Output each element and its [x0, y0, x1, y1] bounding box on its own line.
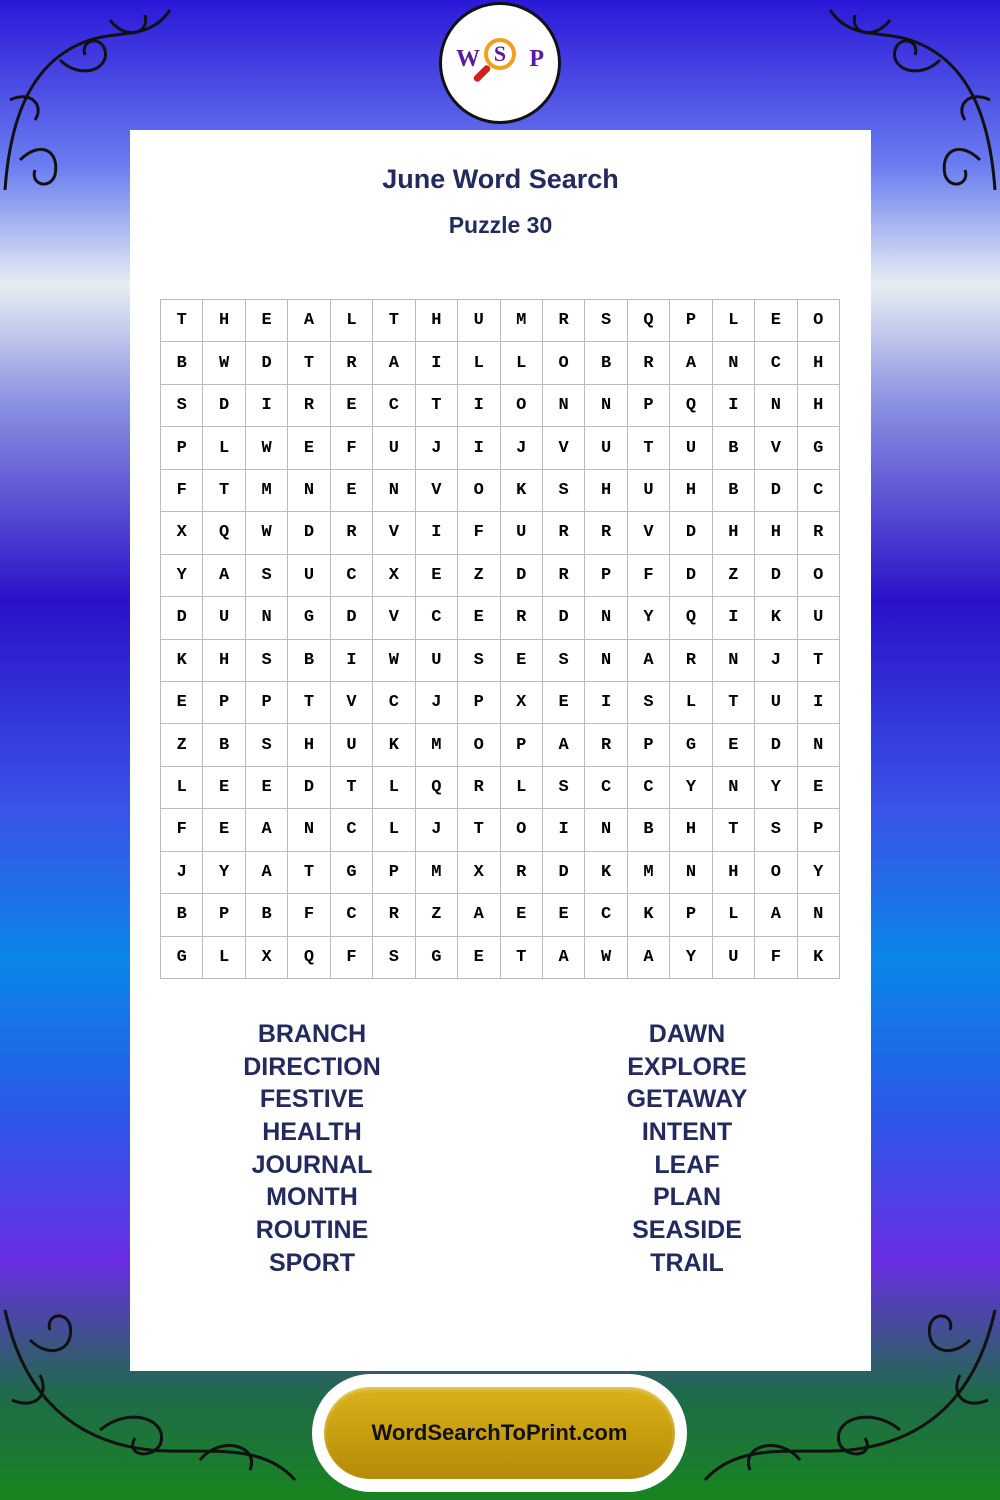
grid-cell[interactable]: P	[161, 427, 203, 469]
grid-cell[interactable]: I	[458, 385, 500, 427]
grid-cell[interactable]: T	[501, 937, 543, 979]
grid-cell[interactable]: E	[713, 724, 755, 766]
word-item: EXPLORE	[627, 1052, 747, 1081]
logo-letter-p: P	[529, 46, 544, 72]
grid-cell[interactable]: J	[161, 852, 203, 894]
grid-cell[interactable]: E	[246, 300, 288, 342]
grid-cell[interactable]: D	[755, 724, 797, 766]
grid-cell[interactable]: E	[501, 894, 543, 936]
grid-cell[interactable]: S	[161, 385, 203, 427]
grid-cell[interactable]: L	[670, 682, 712, 724]
word-item: GETAWAY	[626, 1085, 748, 1114]
grid-cell[interactable]: N	[288, 809, 330, 851]
grid-cell[interactable]: R	[458, 767, 500, 809]
grid-cell[interactable]: D	[501, 555, 543, 597]
grid-cell[interactable]: T	[331, 767, 373, 809]
site-logo[interactable]	[439, 2, 561, 124]
grid-cell[interactable]: Z	[416, 894, 458, 936]
grid-cell[interactable]: A	[670, 342, 712, 384]
word-item: INTENT	[641, 1118, 733, 1147]
grid-cell[interactable]: Q	[416, 767, 458, 809]
grid-cell[interactable]: I	[798, 682, 840, 724]
grid-cell[interactable]: U	[713, 937, 755, 979]
grid-cell[interactable]: X	[246, 937, 288, 979]
grid-cell[interactable]: L	[713, 894, 755, 936]
grid-cell[interactable]: K	[798, 937, 840, 979]
grid-cell[interactable]: Q	[670, 597, 712, 639]
grid-cell[interactable]: E	[755, 300, 797, 342]
grid-cell[interactable]: U	[670, 427, 712, 469]
grid-cell[interactable]: H	[670, 809, 712, 851]
grid-cell[interactable]: N	[585, 385, 627, 427]
letter-grid	[160, 299, 840, 979]
grid-cell[interactable]: P	[246, 682, 288, 724]
grid-cell[interactable]: K	[161, 640, 203, 682]
grid-cell[interactable]: U	[373, 427, 415, 469]
grid-cell[interactable]: H	[798, 342, 840, 384]
grid-cell[interactable]: S	[628, 682, 670, 724]
grid-cell[interactable]: H	[203, 300, 245, 342]
grid-cell[interactable]: B	[246, 894, 288, 936]
grid-cell[interactable]: P	[373, 852, 415, 894]
puzzle-title: June Word Search	[382, 164, 619, 194]
grid-cell[interactable]: S	[755, 809, 797, 851]
grid-cell[interactable]: P	[501, 724, 543, 766]
grid-cell[interactable]: R	[798, 512, 840, 554]
grid-cell[interactable]: C	[585, 894, 627, 936]
grid-cell[interactable]: S	[458, 640, 500, 682]
grid-cell[interactable]: U	[798, 597, 840, 639]
grid-cell[interactable]: Z	[713, 555, 755, 597]
grid-cell[interactable]: W	[585, 937, 627, 979]
grid-cell[interactable]: K	[373, 724, 415, 766]
grid-cell[interactable]: S	[543, 470, 585, 512]
grid-cell[interactable]: F	[628, 555, 670, 597]
grid-cell[interactable]: B	[585, 342, 627, 384]
grid-cell[interactable]: R	[543, 555, 585, 597]
grid-cell[interactable]: L	[501, 767, 543, 809]
grid-cell[interactable]: E	[798, 767, 840, 809]
grid-cell[interactable]: U	[755, 682, 797, 724]
grid-cell[interactable]: N	[585, 597, 627, 639]
grid-cell[interactable]: B	[713, 470, 755, 512]
grid-cell[interactable]: X	[501, 682, 543, 724]
grid-cell[interactable]: N	[585, 809, 627, 851]
grid-cell[interactable]: Y	[161, 555, 203, 597]
grid-cell[interactable]: F	[458, 512, 500, 554]
grid-cell[interactable]: T	[798, 640, 840, 682]
grid-cell[interactable]: O	[501, 809, 543, 851]
grid-cell[interactable]: G	[416, 937, 458, 979]
grid-cell[interactable]: D	[755, 555, 797, 597]
grid-cell[interactable]: A	[373, 342, 415, 384]
grid-cell[interactable]: R	[628, 342, 670, 384]
grid-cell[interactable]: D	[288, 767, 330, 809]
grid-cell[interactable]: S	[373, 937, 415, 979]
grid-cell[interactable]: U	[501, 512, 543, 554]
grid-cell[interactable]: Q	[628, 300, 670, 342]
grid-cell[interactable]: F	[331, 937, 373, 979]
grid-cell[interactable]: N	[798, 724, 840, 766]
grid-cell[interactable]: R	[670, 640, 712, 682]
grid-cell[interactable]: S	[543, 640, 585, 682]
grid-cell[interactable]: R	[373, 894, 415, 936]
word-item: HEALTH	[262, 1118, 362, 1147]
grid-cell[interactable]: O	[501, 385, 543, 427]
grid-cell[interactable]: Y	[670, 937, 712, 979]
logo-letter-s: S	[493, 41, 507, 66]
grid-cell[interactable]: S	[585, 300, 627, 342]
grid-cell[interactable]: L	[373, 809, 415, 851]
grid-cell[interactable]: I	[713, 385, 755, 427]
grid-cell[interactable]: B	[161, 894, 203, 936]
grid-cell[interactable]: K	[501, 470, 543, 512]
grid-cell[interactable]: B	[713, 427, 755, 469]
grid-cell[interactable]: L	[203, 937, 245, 979]
grid-cell[interactable]: N	[798, 894, 840, 936]
grid-cell[interactable]: H	[203, 640, 245, 682]
grid-cell[interactable]: B	[161, 342, 203, 384]
grid-cell[interactable]: U	[585, 427, 627, 469]
grid-cell[interactable]: C	[331, 809, 373, 851]
grid-cell[interactable]: X	[458, 852, 500, 894]
grid-cell[interactable]: T	[458, 809, 500, 851]
grid-cell[interactable]: V	[373, 512, 415, 554]
grid-cell[interactable]: D	[288, 512, 330, 554]
grid-cell[interactable]: W	[246, 427, 288, 469]
grid-cell[interactable]: Y	[755, 767, 797, 809]
grid-cell[interactable]: I	[246, 385, 288, 427]
grid-cell[interactable]: O	[458, 724, 500, 766]
grid-cell[interactable]: T	[713, 809, 755, 851]
grid-cell[interactable]: J	[501, 427, 543, 469]
grid-cell[interactable]: R	[331, 512, 373, 554]
grid-cell[interactable]: T	[416, 385, 458, 427]
word-item: FESTIVE	[259, 1085, 365, 1114]
grid-cell[interactable]: G	[670, 724, 712, 766]
grid-cell[interactable]: L	[501, 342, 543, 384]
grid-cell[interactable]: S	[543, 767, 585, 809]
word-item: DIRECTION	[243, 1052, 381, 1081]
grid-cell[interactable]: A	[458, 894, 500, 936]
grid-cell[interactable]: N	[713, 767, 755, 809]
grid-cell[interactable]: R	[501, 852, 543, 894]
word-list-left	[127, 1018, 497, 1280]
grid-cell[interactable]: S	[246, 555, 288, 597]
word-item: LEAF	[654, 1150, 720, 1179]
puzzle-subtitle: Puzzle 30	[448, 212, 553, 238]
grid-cell[interactable]: W	[246, 512, 288, 554]
grid-cell[interactable]: L	[458, 342, 500, 384]
grid-cell[interactable]: S	[246, 724, 288, 766]
grid-cell[interactable]: H	[755, 512, 797, 554]
grid-cell[interactable]: N	[713, 640, 755, 682]
grid-cell[interactable]: N	[246, 597, 288, 639]
grid-cell[interactable]: T	[628, 427, 670, 469]
grid-cell[interactable]: Y	[628, 597, 670, 639]
grid-cell[interactable]: D	[543, 852, 585, 894]
grid-cell[interactable]: W	[373, 640, 415, 682]
grid-cell[interactable]: J	[755, 640, 797, 682]
grid-cell[interactable]: R	[288, 385, 330, 427]
grid-cell[interactable]: W	[203, 342, 245, 384]
grid-cell[interactable]: G	[288, 597, 330, 639]
grid-cell[interactable]: V	[416, 470, 458, 512]
grid-cell[interactable]: H	[713, 852, 755, 894]
grid-cell[interactable]: H	[585, 470, 627, 512]
grid-cell[interactable]: R	[331, 342, 373, 384]
grid-cell[interactable]: E	[458, 937, 500, 979]
grid-cell[interactable]: J	[416, 427, 458, 469]
grid-cell[interactable]: N	[373, 470, 415, 512]
grid-cell[interactable]: P	[203, 894, 245, 936]
grid-cell[interactable]: P	[670, 300, 712, 342]
grid-cell[interactable]: L	[331, 300, 373, 342]
grid-cell[interactable]: V	[755, 427, 797, 469]
grid-cell[interactable]: P	[628, 385, 670, 427]
grid-cell[interactable]: J	[416, 682, 458, 724]
grid-cell[interactable]: C	[798, 470, 840, 512]
word-item: TRAIL	[650, 1248, 724, 1277]
grid-cell[interactable]: N	[670, 852, 712, 894]
grid-cell[interactable]: V	[628, 512, 670, 554]
grid-cell[interactable]: M	[501, 300, 543, 342]
word-item: DAWN	[648, 1020, 726, 1048]
grid-cell[interactable]: I	[543, 809, 585, 851]
grid-cell[interactable]: A	[246, 809, 288, 851]
grid-cell[interactable]: G	[161, 937, 203, 979]
word-item: MONTH	[266, 1183, 358, 1212]
grid-cell[interactable]: T	[161, 300, 203, 342]
grid-cell[interactable]: O	[755, 852, 797, 894]
grid-cell[interactable]: R	[543, 512, 585, 554]
grid-cell[interactable]: C	[628, 767, 670, 809]
logo-letter-w: W	[456, 46, 480, 72]
grid-cell[interactable]: C	[416, 597, 458, 639]
grid-cell[interactable]: B	[628, 809, 670, 851]
grid-cell[interactable]: J	[416, 809, 458, 851]
grid-cell[interactable]: A	[543, 937, 585, 979]
grid-cell[interactable]: P	[458, 682, 500, 724]
grid-cell[interactable]: R	[585, 724, 627, 766]
grid-cell[interactable]: H	[288, 724, 330, 766]
grid-cell[interactable]: C	[373, 385, 415, 427]
grid-cell[interactable]: Q	[288, 937, 330, 979]
grid-cell[interactable]: B	[288, 640, 330, 682]
grid-cell[interactable]: L	[203, 427, 245, 469]
grid-cell[interactable]: I	[713, 597, 755, 639]
site-url-pill	[324, 1387, 675, 1479]
grid-cell[interactable]: Q	[670, 385, 712, 427]
grid-cell[interactable]: X	[161, 512, 203, 554]
grid-cell[interactable]: E	[458, 597, 500, 639]
grid-cell[interactable]: V	[331, 682, 373, 724]
word-list-right	[502, 1018, 872, 1280]
grid-cell[interactable]: E	[543, 894, 585, 936]
grid-cell[interactable]: I	[458, 427, 500, 469]
grid-cell[interactable]: N	[713, 342, 755, 384]
grid-cell[interactable]: U	[288, 555, 330, 597]
grid-cell[interactable]: C	[331, 555, 373, 597]
grid-cell[interactable]: B	[203, 724, 245, 766]
grid-cell[interactable]: P	[798, 809, 840, 851]
word-item: SEASIDE	[632, 1216, 742, 1245]
grid-cell[interactable]: U	[628, 470, 670, 512]
grid-cell[interactable]: P	[585, 555, 627, 597]
grid-cell[interactable]: L	[373, 767, 415, 809]
grid-cell[interactable]: N	[543, 385, 585, 427]
grid-cell[interactable]: E	[203, 767, 245, 809]
grid-cell[interactable]: E	[288, 427, 330, 469]
word-item: BRANCH	[257, 1020, 367, 1048]
grid-cell[interactable]: X	[373, 555, 415, 597]
grid-cell[interactable]: Z	[161, 724, 203, 766]
grid-cell[interactable]: Y	[203, 852, 245, 894]
grid-cell[interactable]: F	[161, 809, 203, 851]
word-item: JOURNAL	[251, 1150, 373, 1179]
grid-cell[interactable]: K	[755, 597, 797, 639]
grid-cell[interactable]: A	[246, 852, 288, 894]
grid-cell[interactable]: M	[628, 852, 670, 894]
grid-cell[interactable]: C	[585, 767, 627, 809]
grid-cell[interactable]: D	[331, 597, 373, 639]
grid-cell[interactable]: T	[288, 682, 330, 724]
grid-cell[interactable]: I	[331, 640, 373, 682]
grid-cell[interactable]: S	[246, 640, 288, 682]
grid-cell[interactable]: A	[543, 724, 585, 766]
grid-cell[interactable]: H	[416, 300, 458, 342]
grid-cell[interactable]: Y	[670, 767, 712, 809]
site-url-text: WordSearchToPrint.com	[371, 1420, 628, 1445]
grid-cell[interactable]: H	[798, 385, 840, 427]
word-item: PLAN	[652, 1183, 722, 1212]
grid-cell[interactable]: U	[416, 640, 458, 682]
grid-cell[interactable]: I	[585, 682, 627, 724]
grid-cell[interactable]: E	[246, 767, 288, 809]
grid-cell[interactable]: T	[288, 852, 330, 894]
grid-cell[interactable]: D	[670, 512, 712, 554]
grid-cell[interactable]: E	[203, 809, 245, 851]
grid-cell[interactable]: A	[628, 937, 670, 979]
grid-cell[interactable]: K	[585, 852, 627, 894]
grid-cell[interactable]: R	[501, 597, 543, 639]
grid-cell[interactable]: I	[416, 342, 458, 384]
grid-cell[interactable]: M	[416, 724, 458, 766]
grid-cell[interactable]: F	[755, 937, 797, 979]
grid-cell[interactable]: Q	[203, 512, 245, 554]
grid-cell[interactable]: H	[713, 512, 755, 554]
grid-cell[interactable]: U	[458, 300, 500, 342]
grid-cell[interactable]: M	[246, 470, 288, 512]
word-item: SPORT	[268, 1248, 356, 1277]
grid-cell[interactable]: T	[288, 342, 330, 384]
grid-cell[interactable]: V	[543, 427, 585, 469]
grid-cell[interactable]: R	[585, 512, 627, 554]
grid-cell[interactable]: A	[288, 300, 330, 342]
grid-cell[interactable]: H	[670, 470, 712, 512]
grid-cell[interactable]: O	[543, 342, 585, 384]
grid-cell[interactable]: C	[331, 894, 373, 936]
grid-cell[interactable]: T	[373, 300, 415, 342]
grid-cell[interactable]: R	[543, 300, 585, 342]
puzzle-sheet	[130, 130, 871, 1371]
grid-cell[interactable]: N	[585, 640, 627, 682]
grid-cell[interactable]: D	[755, 470, 797, 512]
word-item: ROUTINE	[255, 1216, 369, 1245]
grid-cell[interactable]: E	[331, 470, 373, 512]
grid-cell[interactable]: Y	[798, 852, 840, 894]
grid-cell[interactable]: A	[755, 894, 797, 936]
grid-cell[interactable]: E	[501, 640, 543, 682]
grid-cell[interactable]: K	[628, 894, 670, 936]
grid-cell[interactable]: C	[373, 682, 415, 724]
grid-cell[interactable]: E	[543, 682, 585, 724]
grid-cell[interactable]: Z	[458, 555, 500, 597]
grid-cell[interactable]: D	[161, 597, 203, 639]
grid-cell[interactable]: O	[798, 555, 840, 597]
grid-cell[interactable]: L	[713, 300, 755, 342]
grid-cell[interactable]: P	[670, 894, 712, 936]
grid-cell[interactable]: P	[628, 724, 670, 766]
grid-cell[interactable]: N	[755, 385, 797, 427]
grid-cell[interactable]: F	[161, 470, 203, 512]
grid-cell[interactable]: T	[713, 682, 755, 724]
grid-cell[interactable]: G	[798, 427, 840, 469]
grid-cell[interactable]: D	[543, 597, 585, 639]
grid-cell[interactable]: I	[416, 512, 458, 554]
grid-cell[interactable]: A	[628, 640, 670, 682]
grid-cell[interactable]: P	[203, 682, 245, 724]
site-url-button[interactable]	[312, 1374, 687, 1492]
grid-cell[interactable]: L	[161, 767, 203, 809]
grid-cell[interactable]: D	[670, 555, 712, 597]
grid-cell[interactable]: D	[246, 342, 288, 384]
grid-cell[interactable]: M	[416, 852, 458, 894]
grid-cell[interactable]: E	[416, 555, 458, 597]
grid-cell[interactable]: O	[798, 300, 840, 342]
grid-cell[interactable]: T	[203, 470, 245, 512]
grid-cell[interactable]: E	[331, 385, 373, 427]
grid-cell[interactable]: E	[161, 682, 203, 724]
grid-cell[interactable]: A	[203, 555, 245, 597]
grid-cell[interactable]: D	[203, 385, 245, 427]
grid-cell[interactable]: N	[288, 470, 330, 512]
grid-cell[interactable]: C	[755, 342, 797, 384]
grid-cell[interactable]: V	[373, 597, 415, 639]
grid-cell[interactable]: U	[331, 724, 373, 766]
grid-cell[interactable]: F	[331, 427, 373, 469]
grid-cell[interactable]: U	[203, 597, 245, 639]
grid-cell[interactable]: F	[288, 894, 330, 936]
grid-cell[interactable]: O	[458, 470, 500, 512]
grid-cell[interactable]: G	[331, 852, 373, 894]
